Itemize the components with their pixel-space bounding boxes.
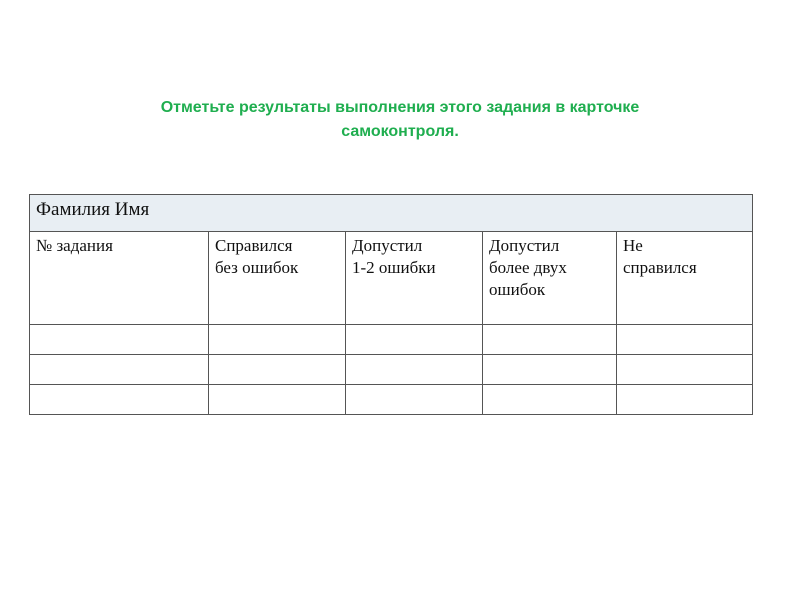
- header-no-errors-line-2: без ошибок: [215, 258, 299, 277]
- instruction-line-2: самоконтроля.: [341, 123, 459, 140]
- header-one-two-errors-line-1: Допустил: [352, 236, 423, 255]
- table-cell[interactable]: [30, 355, 209, 385]
- table-cell[interactable]: [209, 385, 346, 415]
- table-cell[interactable]: [346, 385, 483, 415]
- table-cell[interactable]: [617, 385, 753, 415]
- table-cell[interactable]: [209, 355, 346, 385]
- header-failed: [617, 232, 753, 325]
- table-cell[interactable]: [617, 325, 753, 355]
- name-cell[interactable]: Фамилия Имя: [30, 195, 753, 232]
- header-one-two-errors-line-2: 1-2 ошибки: [352, 258, 436, 277]
- table-cell[interactable]: [346, 325, 483, 355]
- header-no-errors: [209, 232, 346, 325]
- header-failed-line-1: Не: [623, 236, 643, 255]
- table-cell[interactable]: [483, 355, 617, 385]
- table-row: [30, 385, 753, 415]
- table-cell[interactable]: [483, 385, 617, 415]
- header-more-errors-line-3: ошибок: [489, 280, 546, 299]
- table-row: [30, 325, 753, 355]
- header-row: [30, 232, 753, 325]
- table-cell[interactable]: [209, 325, 346, 355]
- header-more-errors: [483, 232, 617, 325]
- header-task-number-line-1: № задания: [36, 236, 113, 255]
- header-no-errors-line-1: Справился: [215, 236, 293, 255]
- table-cell[interactable]: [346, 355, 483, 385]
- header-one-two-errors: [346, 232, 483, 325]
- table-row: [30, 355, 753, 385]
- table-cell[interactable]: [617, 355, 753, 385]
- header-failed-line-2: справился: [623, 258, 697, 277]
- name-row: [30, 195, 753, 232]
- header-task-number: [30, 232, 209, 325]
- header-more-errors-line-1: Допустил: [489, 236, 560, 255]
- header-more-errors-line-2: более двух: [489, 258, 567, 277]
- table-cell[interactable]: [30, 325, 209, 355]
- table-cell[interactable]: [483, 325, 617, 355]
- table-cell[interactable]: [30, 385, 209, 415]
- self-control-card-table: [29, 194, 753, 415]
- instruction-text: [80, 96, 720, 144]
- instruction-line-1: Отметьте результаты выполнения этого задания в карточке: [160, 99, 640, 116]
